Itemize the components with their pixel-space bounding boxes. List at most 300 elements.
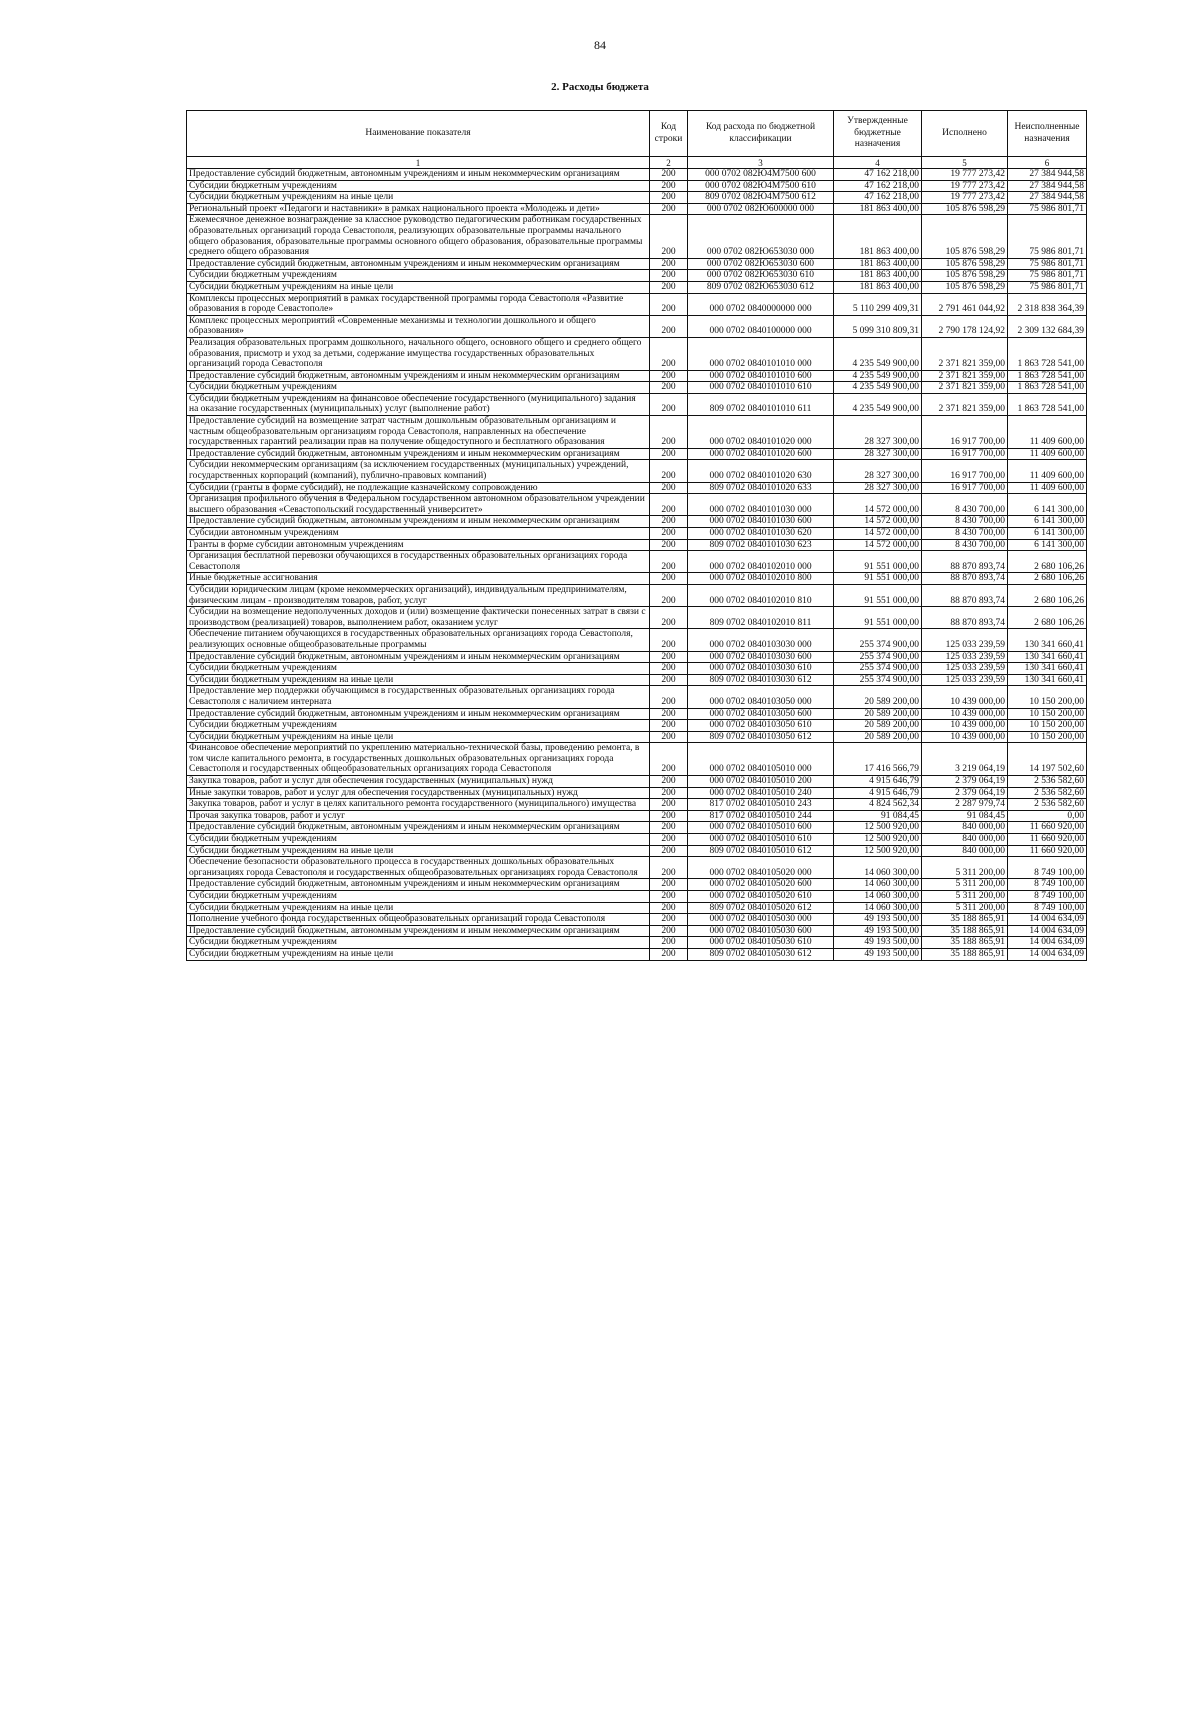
approved-amount-cell: 20 589 200,00 — [834, 720, 922, 732]
row-code-cell: 200 — [650, 315, 688, 337]
row-name-cell: Субсидии бюджетным учреждениям — [187, 382, 650, 394]
executed-amount-cell: 16 917 700,00 — [922, 460, 1008, 482]
table-row — [187, 584, 1087, 606]
executed-amount-cell: 105 876 598,29 — [922, 215, 1008, 258]
executed-amount-cell: 840 000,00 — [922, 834, 1008, 846]
unexecuted-amount-cell: 130 341 660,41 — [1008, 674, 1087, 686]
row-code-cell: 200 — [650, 337, 688, 370]
row-code-cell: 200 — [650, 551, 688, 573]
header-row-code: Код строки — [650, 111, 688, 157]
executed-amount-cell: 16 917 700,00 — [922, 416, 1008, 449]
unexecuted-amount-cell: 1 863 728 541,00 — [1008, 370, 1087, 382]
approved-amount-cell: 14 060 300,00 — [834, 902, 922, 914]
expense-code-cell: 817 0702 0840105010 244 — [688, 810, 834, 822]
table-row — [187, 482, 1087, 494]
approved-amount-cell: 28 327 300,00 — [834, 416, 922, 449]
executed-amount-cell: 10 439 000,00 — [922, 720, 1008, 732]
executed-amount-cell: 2 790 178 124,92 — [922, 315, 1008, 337]
executed-amount-cell: 840 000,00 — [922, 845, 1008, 857]
approved-amount-cell: 181 863 400,00 — [834, 258, 922, 270]
table-row — [187, 937, 1087, 949]
executed-amount-cell: 8 430 700,00 — [922, 516, 1008, 528]
unexecuted-amount-cell: 2 536 582,60 — [1008, 776, 1087, 788]
expense-code-cell: 000 0702 0840101030 620 — [688, 528, 834, 540]
executed-amount-cell: 91 084,45 — [922, 810, 1008, 822]
executed-amount-cell: 125 033 239,59 — [922, 674, 1008, 686]
table-row — [187, 460, 1087, 482]
expense-code-cell: 000 0702 0840105020 610 — [688, 891, 834, 903]
row-name-cell: Субсидии бюджетным учреждениям на финансовое обеспечение государственного (муниципального) задания на оказание государственных (муниципальных) услуг (выполнение работ) — [187, 393, 650, 415]
expense-code-cell: 809 0702 0840105020 612 — [688, 902, 834, 914]
row-name-cell: Субсидии бюджетным учреждениям — [187, 834, 650, 846]
row-code-cell: 200 — [650, 215, 688, 258]
row-code-cell: 200 — [650, 787, 688, 799]
row-name-cell: Предоставление субсидий бюджетным, автономным учреждениям и иным некоммерческим организациям — [187, 448, 650, 460]
row-name-cell: Организация профильного обучения в Федеральном государственном автономном образовательном учреждении высшего образования «Севастопольский государственный университет» — [187, 494, 650, 516]
expense-code-cell: 000 0702 0840105010 000 — [688, 743, 834, 776]
approved-amount-cell: 47 162 218,00 — [834, 180, 922, 192]
executed-amount-cell: 88 870 893,74 — [922, 551, 1008, 573]
row-name-cell: Субсидии бюджетным учреждениям — [187, 270, 650, 282]
approved-amount-cell: 28 327 300,00 — [834, 448, 922, 460]
approved-amount-cell: 17 416 566,79 — [834, 743, 922, 776]
table-row — [187, 573, 1087, 585]
expense-code-cell: 000 0702 0840101010 000 — [688, 337, 834, 370]
table-row — [187, 776, 1087, 788]
approved-amount-cell: 255 374 900,00 — [834, 674, 922, 686]
table-row — [187, 810, 1087, 822]
table-row — [187, 708, 1087, 720]
expense-code-cell: 000 0702 082Ю4М7500 610 — [688, 180, 834, 192]
unexecuted-amount-cell: 6 141 300,00 — [1008, 494, 1087, 516]
row-code-cell: 200 — [650, 708, 688, 720]
expense-code-cell: 000 0702 0840101010 610 — [688, 382, 834, 394]
approved-amount-cell: 12 500 920,00 — [834, 822, 922, 834]
row-code-cell: 200 — [650, 460, 688, 482]
row-code-cell: 200 — [650, 270, 688, 282]
expense-code-cell: 817 0702 0840105010 243 — [688, 799, 834, 811]
table-row — [187, 370, 1087, 382]
expense-code-cell: 809 0702 082Ю653030 612 — [688, 281, 834, 293]
section-title: 2. Расходы бюджета — [551, 81, 649, 93]
table-row — [187, 663, 1087, 675]
unexecuted-amount-cell: 14 004 634,09 — [1008, 948, 1087, 960]
row-code-cell: 200 — [650, 393, 688, 415]
row-name-cell: Прочая закупка товаров, работ и услуг — [187, 810, 650, 822]
row-code-cell: 200 — [650, 482, 688, 494]
executed-amount-cell: 19 777 273,42 — [922, 180, 1008, 192]
approved-amount-cell: 20 589 200,00 — [834, 686, 922, 708]
unexecuted-amount-cell: 6 141 300,00 — [1008, 516, 1087, 528]
expense-code-cell: 000 0702 0840103030 000 — [688, 629, 834, 651]
table-row — [187, 674, 1087, 686]
row-code-cell: 200 — [650, 516, 688, 528]
approved-amount-cell: 49 193 500,00 — [834, 914, 922, 926]
header-approved: Утвержденные бюджетные назначения — [834, 111, 922, 157]
table-row — [187, 448, 1087, 460]
executed-amount-cell: 5 311 200,00 — [922, 879, 1008, 891]
unexecuted-amount-cell: 6 141 300,00 — [1008, 528, 1087, 540]
unexecuted-amount-cell: 130 341 660,41 — [1008, 651, 1087, 663]
expense-code-cell: 000 0702 0840102010 800 — [688, 573, 834, 585]
row-code-cell: 200 — [650, 607, 688, 629]
executed-amount-cell: 2 371 821 359,00 — [922, 370, 1008, 382]
budget-expenses-table — [186, 110, 1087, 961]
approved-amount-cell: 28 327 300,00 — [834, 460, 922, 482]
expense-code-cell: 000 0702 0840105010 600 — [688, 822, 834, 834]
expense-code-cell: 000 0702 0840105030 600 — [688, 925, 834, 937]
row-name-cell: Субсидии бюджетным учреждениям — [187, 937, 650, 949]
unexecuted-amount-cell: 2 309 132 684,39 — [1008, 315, 1087, 337]
row-name-cell: Субсидии на возмещение недополученных доходов и (или) возмещение фактически понесенных затрат в связи с производством (реализацией) товаров, выполнением работ, оказанием услуг — [187, 607, 650, 629]
executed-amount-cell: 2 379 064,19 — [922, 776, 1008, 788]
row-name-cell: Предоставление субсидий бюджетным, автономным учреждениям и иным некоммерческим организациям — [187, 708, 650, 720]
table-row — [187, 215, 1087, 258]
unexecuted-amount-cell: 14 197 502,60 — [1008, 743, 1087, 776]
row-name-cell: Субсидии бюджетным учреждениям на иные цели — [187, 845, 650, 857]
header-name: Наименование показателя — [187, 111, 650, 157]
row-name-cell: Субсидии бюджетным учреждениям на иные цели — [187, 731, 650, 743]
unexecuted-amount-cell: 0,00 — [1008, 810, 1087, 822]
approved-amount-cell: 4 235 549 900,00 — [834, 337, 922, 370]
expense-code-cell: 000 0702 0840100000 000 — [688, 315, 834, 337]
unexecuted-amount-cell: 14 004 634,09 — [1008, 937, 1087, 949]
approved-amount-cell: 255 374 900,00 — [834, 651, 922, 663]
approved-amount-cell: 14 572 000,00 — [834, 539, 922, 551]
table-row — [187, 192, 1087, 204]
row-code-cell: 200 — [650, 937, 688, 949]
row-code-cell: 200 — [650, 834, 688, 846]
expense-code-cell: 000 0702 082Ю653030 000 — [688, 215, 834, 258]
row-name-cell: Субсидии бюджетным учреждениям — [187, 180, 650, 192]
unexecuted-amount-cell: 11 409 600,00 — [1008, 416, 1087, 449]
row-name-cell: Комплекс процессных мероприятий «Современные механизмы и технологии дошкольного и общего образования» — [187, 315, 650, 337]
approved-amount-cell: 14 572 000,00 — [834, 494, 922, 516]
expense-code-cell: 809 0702 0840105010 612 — [688, 845, 834, 857]
row-name-cell: Субсидии юридическим лицам (кроме некоммерческих организаций), индивидуальным предпринимателям, физическим лицам - производителям товаров, работ, услуг — [187, 584, 650, 606]
row-code-cell: 200 — [650, 925, 688, 937]
expense-code-cell: 000 0702 0840105020 000 — [688, 857, 834, 879]
row-code-cell: 200 — [650, 180, 688, 192]
row-name-cell: Субсидии бюджетным учреждениям — [187, 891, 650, 903]
expense-code-cell: 000 0702 0840101030 000 — [688, 494, 834, 516]
executed-amount-cell: 2 791 461 044,92 — [922, 293, 1008, 315]
row-name-cell: Предоставление субсидий бюджетным, автономным учреждениям и иным некоммерческим организациям — [187, 651, 650, 663]
page-number: 84 — [594, 38, 606, 52]
approved-amount-cell: 49 193 500,00 — [834, 925, 922, 937]
approved-amount-cell: 49 193 500,00 — [834, 937, 922, 949]
executed-amount-cell: 10 439 000,00 — [922, 731, 1008, 743]
expense-code-cell: 000 0702 0840101010 600 — [688, 370, 834, 382]
row-code-cell: 200 — [650, 192, 688, 204]
row-name-cell: Предоставление субсидий на возмещение затрат частным дошкольным образовательным организациям и частным общеобразовательным организациям города Севастополя, направленных на обеспечение государственных гарантий реализации прав на получение общедоступного и бесплатного образования — [187, 416, 650, 449]
table-row — [187, 281, 1087, 293]
approved-amount-cell: 91 551 000,00 — [834, 573, 922, 585]
expense-code-cell: 000 0702 082Ю4М7500 600 — [688, 169, 834, 181]
expense-code-cell: 809 0702 0840103050 612 — [688, 731, 834, 743]
table-row — [187, 834, 1087, 846]
executed-amount-cell: 2 371 821 359,00 — [922, 393, 1008, 415]
approved-amount-cell: 14 060 300,00 — [834, 857, 922, 879]
row-code-cell: 200 — [650, 686, 688, 708]
expense-code-cell: 000 0702 0840102010 810 — [688, 584, 834, 606]
table-row — [187, 180, 1087, 192]
row-name-cell: Субсидии бюджетным учреждениям на иные цели — [187, 674, 650, 686]
unexecuted-amount-cell: 1 863 728 541,00 — [1008, 337, 1087, 370]
expense-code-cell: 809 0702 0840103030 612 — [688, 674, 834, 686]
row-code-cell: 200 — [650, 258, 688, 270]
row-code-cell: 200 — [650, 169, 688, 181]
executed-amount-cell: 35 188 865,91 — [922, 937, 1008, 949]
row-code-cell: 200 — [650, 370, 688, 382]
row-code-cell: 200 — [650, 629, 688, 651]
table-row — [187, 416, 1087, 449]
unexecuted-amount-cell: 8 749 100,00 — [1008, 891, 1087, 903]
unexecuted-amount-cell: 2 536 582,60 — [1008, 787, 1087, 799]
row-name-cell: Субсидии бюджетным учреждениям на иные цели — [187, 902, 650, 914]
expense-code-cell: 809 0702 0840101010 611 — [688, 393, 834, 415]
executed-amount-cell: 10 439 000,00 — [922, 708, 1008, 720]
row-code-cell: 200 — [650, 845, 688, 857]
row-name-cell: Иные закупки товаров, работ и услуг для обеспечения государственных (муниципальных) нужд — [187, 787, 650, 799]
table-row — [187, 516, 1087, 528]
approved-amount-cell: 14 572 000,00 — [834, 516, 922, 528]
executed-amount-cell: 125 033 239,59 — [922, 629, 1008, 651]
unexecuted-amount-cell: 130 341 660,41 — [1008, 629, 1087, 651]
row-name-cell: Пополнение учебного фонда государственных общеобразовательных организаций города Севастополя — [187, 914, 650, 926]
table-row — [187, 720, 1087, 732]
column-numbers-row — [187, 157, 1087, 169]
table-row — [187, 902, 1087, 914]
header-unexecuted: Неисполненные назначения — [1008, 111, 1087, 157]
table-row — [187, 787, 1087, 799]
row-code-cell: 200 — [650, 799, 688, 811]
approved-amount-cell: 4 235 549 900,00 — [834, 393, 922, 415]
table-row — [187, 743, 1087, 776]
unexecuted-amount-cell: 10 150 200,00 — [1008, 708, 1087, 720]
row-code-cell: 200 — [650, 720, 688, 732]
unexecuted-amount-cell: 130 341 660,41 — [1008, 663, 1087, 675]
table-row — [187, 393, 1087, 415]
table-row — [187, 879, 1087, 891]
approved-amount-cell: 28 327 300,00 — [834, 482, 922, 494]
executed-amount-cell: 3 219 064,19 — [922, 743, 1008, 776]
table-row — [187, 203, 1087, 215]
unexecuted-amount-cell: 11 660 920,00 — [1008, 834, 1087, 846]
header-expense-code: Код расхода по бюджетной классификации — [688, 111, 834, 157]
row-name-cell: Субсидии бюджетным учреждениям — [187, 663, 650, 675]
row-name-cell: Предоставление мер поддержки обучающимся в государственных образовательных организациях города Севастополя с наличием интерната — [187, 686, 650, 708]
expense-code-cell: 000 0702 0840102010 000 — [688, 551, 834, 573]
approved-amount-cell: 47 162 218,00 — [834, 169, 922, 181]
row-code-cell: 200 — [650, 810, 688, 822]
row-code-cell: 200 — [650, 573, 688, 585]
executed-amount-cell: 2 287 979,74 — [922, 799, 1008, 811]
table-row — [187, 337, 1087, 370]
approved-amount-cell: 14 060 300,00 — [834, 891, 922, 903]
expense-code-cell: 000 0702 0840000000 000 — [688, 293, 834, 315]
row-name-cell: Финансовое обеспечение мероприятий по укреплению материально-технической базы, проведению ремонта, в том числе капитального ремонта, в государственных дошкольных образовательных организациях города Севастополя и государственных общеобразовательных организациях города Севастополя — [187, 743, 650, 776]
executed-amount-cell: 88 870 893,74 — [922, 607, 1008, 629]
row-code-cell: 200 — [650, 584, 688, 606]
unexecuted-amount-cell: 8 749 100,00 — [1008, 902, 1087, 914]
table-row — [187, 925, 1087, 937]
expense-code-cell: 000 0702 0840103050 610 — [688, 720, 834, 732]
unexecuted-amount-cell: 75 986 801,71 — [1008, 215, 1087, 258]
executed-amount-cell: 105 876 598,29 — [922, 203, 1008, 215]
approved-amount-cell: 4 915 646,79 — [834, 787, 922, 799]
expense-code-cell: 000 0702 0840101020 600 — [688, 448, 834, 460]
unexecuted-amount-cell: 2 680 106,26 — [1008, 584, 1087, 606]
expense-code-cell: 000 0702 0840105010 610 — [688, 834, 834, 846]
executed-amount-cell: 8 430 700,00 — [922, 494, 1008, 516]
table-body — [187, 169, 1087, 961]
unexecuted-amount-cell: 75 986 801,71 — [1008, 258, 1087, 270]
executed-amount-cell: 2 379 064,19 — [922, 787, 1008, 799]
expense-code-cell: 809 0702 0840101030 623 — [688, 539, 834, 551]
unexecuted-amount-cell: 11 409 600,00 — [1008, 482, 1087, 494]
unexecuted-amount-cell: 27 384 944,58 — [1008, 169, 1087, 181]
unexecuted-amount-cell: 10 150 200,00 — [1008, 720, 1087, 732]
row-code-cell: 200 — [650, 948, 688, 960]
unexecuted-amount-cell: 6 141 300,00 — [1008, 539, 1087, 551]
table-row — [187, 551, 1087, 573]
unexecuted-amount-cell: 11 660 920,00 — [1008, 822, 1087, 834]
unexecuted-amount-cell: 2 536 582,60 — [1008, 799, 1087, 811]
table-row — [187, 891, 1087, 903]
expense-code-cell: 000 0702 082Ю653030 600 — [688, 258, 834, 270]
table-row — [187, 686, 1087, 708]
approved-amount-cell: 49 193 500,00 — [834, 948, 922, 960]
executed-amount-cell: 2 371 821 359,00 — [922, 382, 1008, 394]
row-name-cell: Ежемесячное денежное вознаграждение за классное руководство педагогическим работникам государственных образовательных организаций города Севастополя, реализующих образовательные программы начального общего образования, образовательные программы основного общего образования, образовательные программы среднего общего образования — [187, 215, 650, 258]
row-name-cell: Организация бесплатной перевозки обучающихся в государственных образовательных организациях города Севастополя — [187, 551, 650, 573]
header-executed: Исполнено — [922, 111, 1008, 157]
expense-code-cell: 000 0702 0840105010 240 — [688, 787, 834, 799]
table-row — [187, 293, 1087, 315]
column-number: 2 — [650, 157, 688, 169]
unexecuted-amount-cell: 2 680 106,26 — [1008, 551, 1087, 573]
approved-amount-cell: 4 235 549 900,00 — [834, 370, 922, 382]
table-row — [187, 948, 1087, 960]
row-name-cell: Иные бюджетные ассигнования — [187, 573, 650, 585]
approved-amount-cell: 5 099 310 809,31 — [834, 315, 922, 337]
approved-amount-cell: 181 863 400,00 — [834, 215, 922, 258]
column-number: 4 — [834, 157, 922, 169]
expense-code-cell: 809 0702 0840102010 811 — [688, 607, 834, 629]
column-number: 3 — [688, 157, 834, 169]
approved-amount-cell: 91 551 000,00 — [834, 584, 922, 606]
row-code-cell: 200 — [650, 914, 688, 926]
row-code-cell: 200 — [650, 416, 688, 449]
row-code-cell: 200 — [650, 879, 688, 891]
row-name-cell: Субсидии (гранты в форме субсидий), не подлежащие казначейскому сопровождению — [187, 482, 650, 494]
approved-amount-cell: 255 374 900,00 — [834, 629, 922, 651]
row-name-cell: Гранты в форме субсидии автономным учреждениям — [187, 539, 650, 551]
row-name-cell: Субсидии бюджетным учреждениям на иные цели — [187, 281, 650, 293]
table-row — [187, 799, 1087, 811]
row-code-cell: 200 — [650, 293, 688, 315]
column-number: 5 — [922, 157, 1008, 169]
row-code-cell: 200 — [650, 448, 688, 460]
expense-code-cell: 000 0702 0840103030 600 — [688, 651, 834, 663]
executed-amount-cell: 35 188 865,91 — [922, 914, 1008, 926]
executed-amount-cell: 5 311 200,00 — [922, 902, 1008, 914]
executed-amount-cell: 105 876 598,29 — [922, 281, 1008, 293]
unexecuted-amount-cell: 14 004 634,09 — [1008, 914, 1087, 926]
row-code-cell: 200 — [650, 494, 688, 516]
row-name-cell: Региональный проект «Педагоги и наставники» в рамках национального проекта «Молодежь и дети» — [187, 203, 650, 215]
executed-amount-cell: 88 870 893,74 — [922, 584, 1008, 606]
expense-code-cell: 000 0702 082Ю653030 610 — [688, 270, 834, 282]
approved-amount-cell: 5 110 299 409,31 — [834, 293, 922, 315]
table-row — [187, 651, 1087, 663]
expense-code-cell: 000 0702 0840101020 630 — [688, 460, 834, 482]
row-code-cell: 200 — [650, 281, 688, 293]
table-row — [187, 270, 1087, 282]
unexecuted-amount-cell: 27 384 944,58 — [1008, 180, 1087, 192]
executed-amount-cell: 19 777 273,42 — [922, 192, 1008, 204]
executed-amount-cell: 2 371 821 359,00 — [922, 337, 1008, 370]
header-row — [187, 111, 1087, 157]
row-name-cell: Закупка товаров, работ и услуг для обеспечения государственных (муниципальных) нужд — [187, 776, 650, 788]
executed-amount-cell: 88 870 893,74 — [922, 573, 1008, 585]
executed-amount-cell: 16 917 700,00 — [922, 448, 1008, 460]
table-row — [187, 258, 1087, 270]
approved-amount-cell: 20 589 200,00 — [834, 708, 922, 720]
approved-amount-cell: 47 162 218,00 — [834, 192, 922, 204]
unexecuted-amount-cell: 11 660 920,00 — [1008, 845, 1087, 857]
expense-code-cell: 000 0702 0840103050 000 — [688, 686, 834, 708]
unexecuted-amount-cell: 11 409 600,00 — [1008, 460, 1087, 482]
approved-amount-cell: 12 500 920,00 — [834, 845, 922, 857]
row-name-cell: Предоставление субсидий бюджетным, автономным учреждениям и иным некоммерческим организациям — [187, 879, 650, 891]
executed-amount-cell: 5 311 200,00 — [922, 857, 1008, 879]
table-row — [187, 382, 1087, 394]
table-row — [187, 629, 1087, 651]
unexecuted-amount-cell: 11 409 600,00 — [1008, 448, 1087, 460]
row-code-cell: 200 — [650, 651, 688, 663]
row-name-cell: Комплексы процессных мероприятий в рамках государственной программы города Севастополя «Развитие образования в городе Севастополе» — [187, 293, 650, 315]
row-code-cell: 200 — [650, 382, 688, 394]
unexecuted-amount-cell: 2 318 838 364,39 — [1008, 293, 1087, 315]
expense-code-cell: 000 0702 0840105030 610 — [688, 937, 834, 949]
executed-amount-cell: 5 311 200,00 — [922, 891, 1008, 903]
column-number: 1 — [187, 157, 650, 169]
executed-amount-cell: 8 430 700,00 — [922, 539, 1008, 551]
approved-amount-cell: 12 500 920,00 — [834, 834, 922, 846]
expense-code-cell: 000 0702 0840105010 200 — [688, 776, 834, 788]
row-name-cell: Субсидии бюджетным учреждениям на иные цели — [187, 192, 650, 204]
unexecuted-amount-cell: 10 150 200,00 — [1008, 686, 1087, 708]
executed-amount-cell: 8 430 700,00 — [922, 528, 1008, 540]
expense-code-cell: 000 0702 0840103030 610 — [688, 663, 834, 675]
approved-amount-cell: 91 084,45 — [834, 810, 922, 822]
approved-amount-cell: 181 863 400,00 — [834, 270, 922, 282]
executed-amount-cell: 35 188 865,91 — [922, 925, 1008, 937]
row-code-cell: 200 — [650, 776, 688, 788]
row-name-cell: Субсидии автономным учреждениям — [187, 528, 650, 540]
expense-code-cell: 000 0702 0840105020 600 — [688, 879, 834, 891]
approved-amount-cell: 4 824 562,34 — [834, 799, 922, 811]
row-name-cell: Обеспечение безопасности образовательного процесса в государственных дошкольных образовательных организациях города Севастополя и государственных общеобразовательных организациях города Севастополя — [187, 857, 650, 879]
unexecuted-amount-cell: 8 749 100,00 — [1008, 857, 1087, 879]
unexecuted-amount-cell: 8 749 100,00 — [1008, 879, 1087, 891]
approved-amount-cell: 181 863 400,00 — [834, 203, 922, 215]
executed-amount-cell: 10 439 000,00 — [922, 686, 1008, 708]
expense-code-cell: 809 0702 082Ю4М7500 612 — [688, 192, 834, 204]
row-name-cell: Субсидии бюджетным учреждениям — [187, 720, 650, 732]
